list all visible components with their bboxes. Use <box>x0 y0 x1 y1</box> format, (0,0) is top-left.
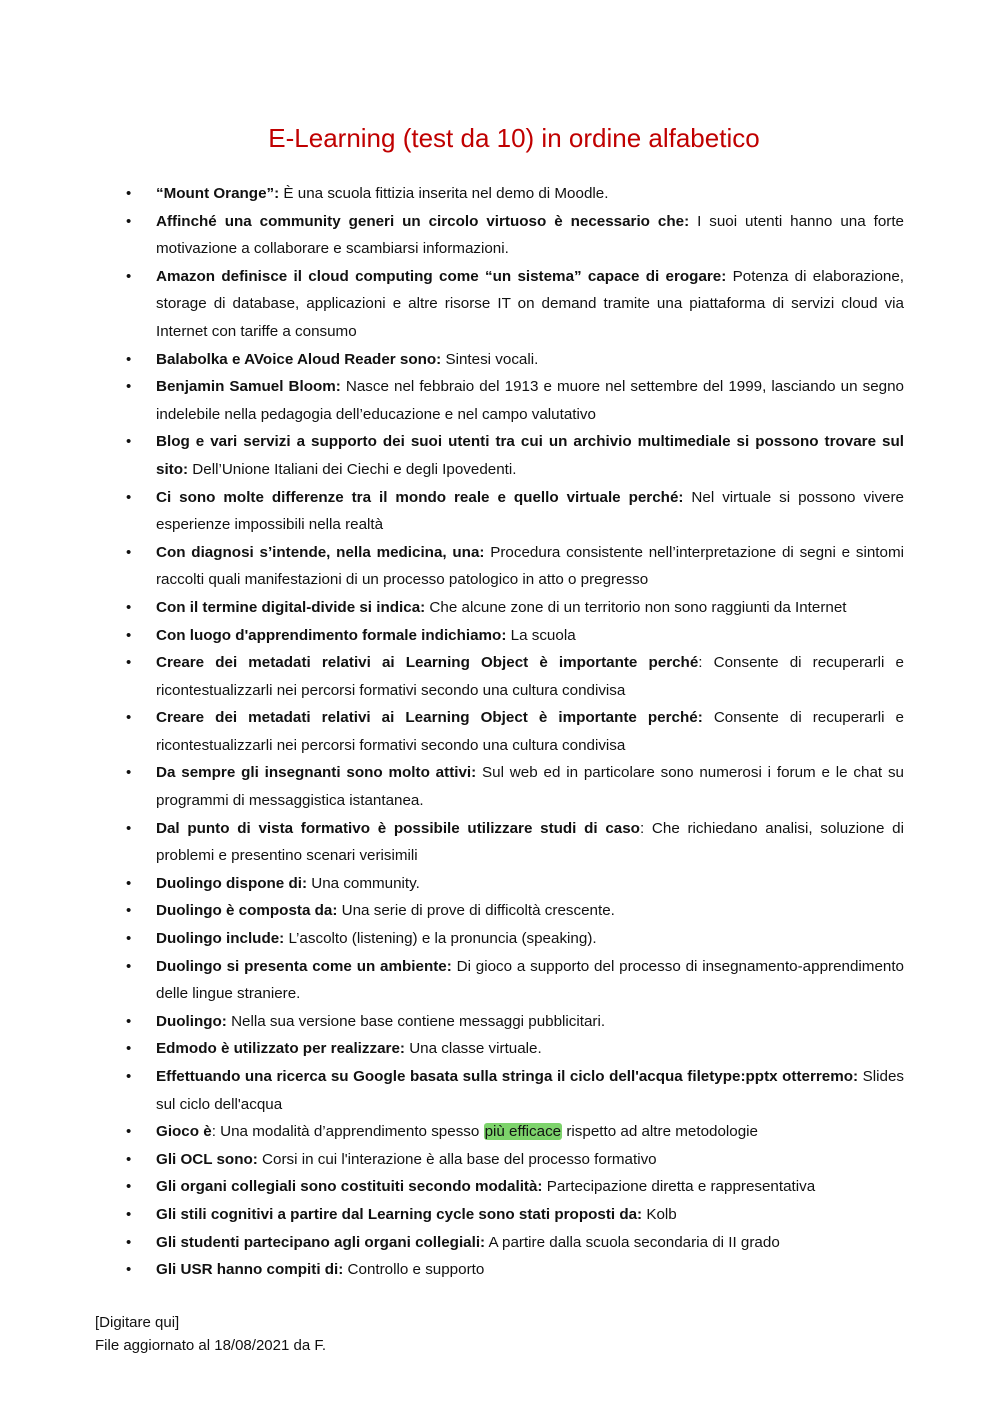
answer-text: Procedura consistente nell’interpretazione di segni e sintomi raccolti quali manifestazioni di un processo patologico in atto o pregresso <box>156 543 904 589</box>
bullet-icon: • <box>126 764 132 782</box>
page-footer <box>95 1311 326 1357</box>
answer-text: Partecipazione diretta e rappresentativa <box>542 1178 816 1196</box>
page-title: E-Learning (test da 10) in ordine alfabetico <box>268 123 760 153</box>
list-item <box>126 649 904 704</box>
bullet-icon: • <box>126 543 132 561</box>
list-item <box>126 346 904 374</box>
answer-text: : Consente di recuperarli e ricontestualizzarli nei percorsi formativi secondo una cultura condivisa <box>156 654 904 699</box>
answer-text: Nasce nel febbraio del 1913 e muore nel settembre del 1999, lasciando un segno indelebile nella pedagogia dell’educazione e nel campo valutativo <box>156 378 904 423</box>
question-text: Duolingo si presenta come un ambiente: <box>156 957 452 975</box>
question-text: Gli organi collegiali sono costituiti secondo modalità: <box>156 1178 543 1196</box>
list-item <box>126 208 904 263</box>
bullet-icon: • <box>126 1150 132 1168</box>
bullet-icon: • <box>126 212 132 230</box>
question-text: Ci sono molte differenze tra il mondo reale e quello virtuale perché: <box>156 488 684 506</box>
list-item <box>126 1229 904 1257</box>
footer-update-note: File aggiornato al 18/08/2021 da F. <box>95 1337 326 1354</box>
list-item <box>126 1008 904 1036</box>
answer-text: Sul web ed in particolare sono numerosi i forum e le chat su programmi di messaggistica istantanea. <box>156 764 904 810</box>
list-item <box>126 897 904 925</box>
answer-text: Slides sul ciclo dell'acqua <box>156 1068 904 1113</box>
answer-text: Corsi in cui l'interazione è alla base del processo formativo <box>257 1150 657 1168</box>
question-text: Con diagnosi s’intende, nella medicina, una: <box>156 543 485 561</box>
answer-text: La scuola <box>506 626 576 644</box>
highlighted-text: più efficace <box>484 1123 562 1141</box>
question-text: Edmodo è utilizzato per realizzare: <box>156 1040 405 1058</box>
question-text: Dal punto di vista formativo è possibile utilizzare studi di caso <box>156 819 640 837</box>
bullet-icon: • <box>126 654 132 672</box>
answer-text: Consente di recuperarli e ricontestualizzarli nei percorsi formativi secondo una cultura condivisa <box>156 709 904 754</box>
answer-text: È una scuola fittizia inserita nel demo di Moodle. <box>279 185 609 202</box>
bullet-icon: • <box>126 185 132 202</box>
answer-text: Che alcune zone di un territorio non sono raggiunti da Internet <box>425 598 847 616</box>
list-item <box>126 1063 904 1118</box>
answer-text: : Che richiedano analisi, soluzione di problemi e presentino scenari verisimili <box>156 819 904 865</box>
list-item <box>126 759 904 814</box>
list-item <box>126 539 904 594</box>
question-text: “Mount Orange”: <box>156 185 280 202</box>
list-item <box>126 925 904 953</box>
bullet-icon: • <box>126 709 132 727</box>
list-item <box>126 1173 904 1201</box>
bullet-icon: • <box>126 433 132 451</box>
list-item <box>126 1201 904 1229</box>
list-item <box>126 1118 904 1146</box>
question-text: Duolingo include: <box>156 930 285 948</box>
bullet-icon: • <box>126 930 132 948</box>
bullet-icon: • <box>126 488 132 506</box>
answer-text: Controllo e supporto <box>343 1261 485 1279</box>
bullet-icon: • <box>126 1012 132 1030</box>
bullet-icon: • <box>126 626 132 644</box>
list-item <box>126 953 904 1008</box>
bullet-icon: • <box>126 378 132 396</box>
bullet-icon: • <box>126 1040 132 1058</box>
answer-text: Kolb <box>642 1205 677 1223</box>
bullet-icon: • <box>126 598 132 616</box>
list-item <box>126 1146 904 1174</box>
list-item <box>126 594 904 622</box>
bullet-icon: • <box>126 1178 132 1196</box>
bullet-icon: • <box>126 874 132 892</box>
question-text: Gioco è <box>156 1123 212 1141</box>
bullet-icon: • <box>126 1233 132 1251</box>
list-item <box>126 484 904 539</box>
question-text: Da sempre gli insegnanti sono molto attivi: <box>156 764 477 782</box>
answer-text: Nel virtuale si possono vivere esperienze impossibili nella realtà <box>156 488 904 534</box>
question-text: Balabolka e AVoice Aloud Reader sono: <box>156 350 442 368</box>
qa-list <box>126 180 904 1284</box>
list-item <box>126 704 904 759</box>
list-item <box>126 263 904 346</box>
list-item <box>126 1035 904 1063</box>
question-text: Benjamin Samuel Bloom: <box>156 378 341 396</box>
question-text: Gli stili cognitivi a partire dal Learning cycle sono stati proposti da: <box>156 1205 643 1223</box>
bullet-icon: • <box>126 957 132 975</box>
list-item <box>126 870 904 898</box>
bullet-icon: • <box>126 1123 132 1141</box>
list-item <box>126 428 904 483</box>
question-text: Creare dei metadati relativi ai Learning Object è importante perché <box>156 654 699 672</box>
answer-text: Una classe virtuale. <box>404 1040 542 1058</box>
bullet-icon: • <box>126 1205 132 1223</box>
answer-text: L’ascolto (listening) e la pronuncia (speaking). <box>284 930 597 948</box>
question-text: Blog e vari servizi a supporto dei suoi utenti tra cui un archivio multimediale si possono trovare sul sito: <box>156 433 904 478</box>
answer-text: : Una modalità d’apprendimento spesso <box>211 1123 484 1141</box>
bullet-icon: • <box>126 819 132 837</box>
answer-text: Nella sua versione base contiene messaggi pubblicitari. <box>226 1012 606 1030</box>
list-item <box>126 1256 904 1284</box>
bullet-icon: • <box>126 350 132 368</box>
question-text: Duolingo è composta da: <box>156 902 338 920</box>
answer-text: A partire dalla scuola secondaria di II grado <box>485 1233 780 1251</box>
list-item <box>126 815 904 870</box>
question-text: Duolingo: <box>156 1012 227 1030</box>
list-item <box>126 180 904 208</box>
list-item <box>126 373 904 428</box>
answer-text: I suoi utenti hanno una forte motivazione a collaborare e scambiarsi informazioni. <box>156 212 904 258</box>
question-text: Gli studenti partecipano agli organi collegiali: <box>156 1233 486 1251</box>
question-text: Con il termine digital-divide si indica: <box>156 598 426 616</box>
answer-text-continued: rispetto ad altre metodologie <box>562 1123 758 1141</box>
answer-text: Una serie di prove di difficoltà crescente. <box>337 902 615 920</box>
question-text: Creare dei metadati relativi ai Learning Object è importante perché: <box>156 709 703 727</box>
answer-text: Sintesi vocali. <box>441 350 539 368</box>
question-text: Affinché una community generi un circolo virtuoso è necessario che: <box>156 212 690 230</box>
question-text: Gli USR hanno compiti di: <box>156 1261 344 1279</box>
bullet-icon: • <box>126 1068 132 1085</box>
question-text: Amazon definisce il cloud computing come “un sistema” capace di erogare: <box>156 267 727 285</box>
question-text: Duolingo dispone di: <box>156 874 308 892</box>
answer-text: Di gioco a supporto del processo di insegnamento-apprendimento delle lingue straniere. <box>156 957 904 1003</box>
answer-text: Dell’Unione Italiani dei Ciechi e degli Ipovedenti. <box>188 460 517 478</box>
list-item <box>126 622 904 650</box>
bullet-icon: • <box>126 902 132 920</box>
question-text: Gli OCL sono: <box>156 1150 258 1168</box>
answer-text: Potenza di elaborazione, storage di database, applicazioni e altre risorse IT on demand tramite una piattaforma di servizi cloud via Internet con tariffe a consumo <box>156 267 904 340</box>
bullet-icon: • <box>126 1261 132 1279</box>
question-text: Effettuando una ricerca su Google basata sulla stringa il ciclo dell'acqua filetype:pptx otterremo: <box>156 1068 859 1085</box>
bullet-icon: • <box>126 267 132 285</box>
answer-text: Una community. <box>307 874 420 892</box>
question-text: Con luogo d'apprendimento formale indichiamo: <box>156 626 507 644</box>
footer-placeholder: [Digitare qui] <box>95 1314 180 1331</box>
